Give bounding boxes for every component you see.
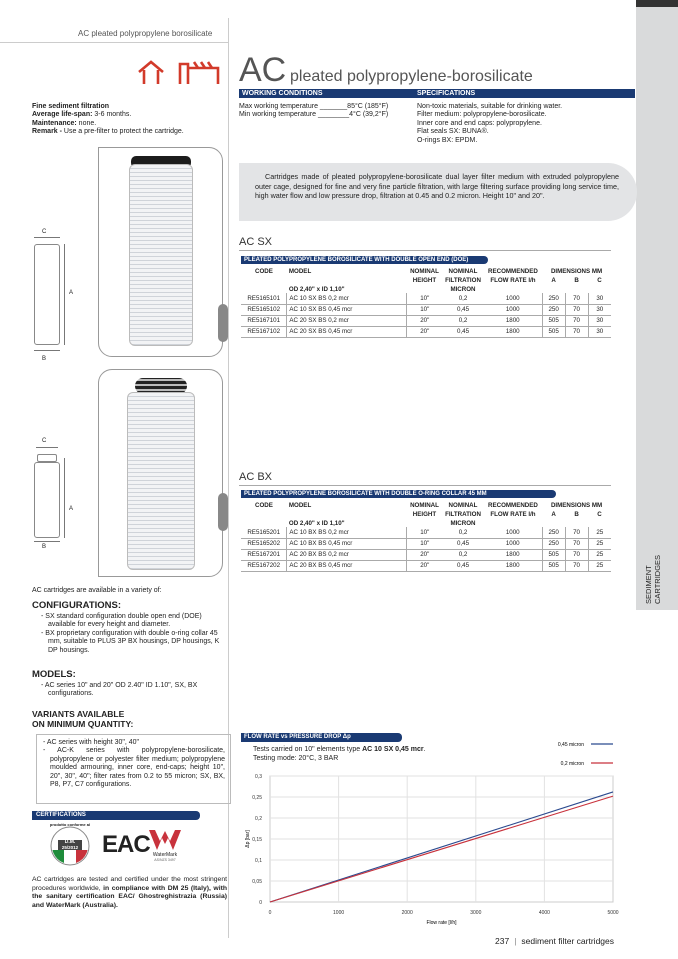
y-axis-label: Δp [bar] [245, 830, 251, 848]
dim-b-line [34, 350, 60, 351]
sx-banner: PLEATED POLYPROPYLENE BOROSILICATE WITH DOUBLE OPEN END (DOE) [241, 256, 488, 264]
y-tick-label: 0,3 [255, 774, 262, 780]
cartridge-sx-image [129, 164, 193, 346]
list-item: - SX standard configuration double open end (DOE) available for every height and diameter. [41, 613, 202, 629]
description-box [239, 163, 637, 221]
x-tick-label: 5000 [607, 910, 619, 916]
title-main: AC [239, 51, 287, 89]
bx-drawing-collar [37, 454, 57, 462]
spec-line: Inner core and end caps: polypropylene. [417, 119, 542, 127]
sx-title: AC SX [239, 236, 273, 248]
dim-c-line [34, 237, 60, 238]
industry-icon [180, 62, 218, 84]
list-item: - BX proprietary configuration with double o-ring collar 45 mm, suitable to PLUS 3P BX housings, DP housings, K DP housings. [41, 629, 220, 654]
min-temp: Min working temperature ________4°C (39,2°F) [239, 111, 389, 119]
sx-drawing [34, 244, 60, 345]
dim-a-label: A [69, 290, 74, 296]
table-row: RE5165201 AC 10 BX BS 0,2 mcr 10" 0,2 1000 250 70 25 [241, 527, 611, 538]
table-row: RE5167102 AC 20 SX BS 0,45 mcr 20" 0,45 1800 505 70 30 [241, 326, 611, 337]
chart-note1: Tests carried on 10" elements type AC 10 SX 0,45 mcr. [253, 746, 426, 753]
series-line [270, 796, 613, 902]
sx-table: CODE MODEL NOMINAL NOMINAL RECOMMENDED DIMENSIONS MM HEIGHT FILTRATION FLOW RATE l/h A B C OD 2,40" x ID 1,10" MICRON RE5165101 AC 10 SX BS 0,2 mcr 10" 0,2 1000 250 70 30 RE5165102 AC 10 SX BS 0,45 mcr 10" 0,45 1000 250 70 30 RE5167101 AC 20 SX BS 0,2 mcr 20" 0,2 1800 505 70 30 RE5167102 AC 20 SX BS 0,45 mcr 20" 0,45 1800 505 70 30 [241, 266, 611, 338]
dim-a-label-bx: A [69, 506, 74, 512]
list-item: - AC-K series with polypropylene-borosilicate, polypropylene or polyester filter medium; polypropylene moulded armouring, inner core, end-caps; height 10", 20", 30", 40"; filter rates from 0.2 to 55 micron; SX, BX, P8, P7, C7 configurations. [43, 747, 225, 789]
dm25-mid: D.M. [64, 839, 76, 845]
top-label: AC pleated polypropylene borosilicate [78, 29, 213, 38]
max-temp: Max working temperature _______85°C (185°F) [239, 103, 389, 110]
legend-label: 0,45 micron [557, 742, 584, 748]
footer-label: sediment filter cartridges [521, 936, 614, 946]
bx-rule [239, 485, 611, 486]
y-tick-label: 0,25 [252, 795, 262, 801]
specifications [417, 103, 632, 145]
title-sub: pleated polypropylene-borosilicate [290, 68, 533, 85]
sx-handle [218, 304, 228, 342]
intro-line-3: Remark - Use a pre-filter to protect the cartridge. [32, 128, 184, 136]
x-tick-label: 2000 [401, 910, 413, 916]
bx-handle [218, 493, 228, 531]
intro-line-1: Average life-span: 3-6 months. [32, 111, 132, 119]
dim-c-line-bx [36, 447, 58, 448]
intro-list [32, 103, 227, 137]
x-tick-label: 1000 [333, 910, 345, 916]
dim-b-line-bx [34, 541, 60, 542]
side-tab-cap [636, 0, 678, 7]
variants-heading: VARIANTS AVAILABLE ON MINIMUM QUANTITY: [32, 709, 134, 729]
watermark-small: AS/NZS 3497 [154, 858, 176, 862]
y-tick-label: 0,1 [255, 858, 262, 864]
variants-list [37, 735, 230, 789]
flow-chart [239, 736, 635, 926]
dm25-bottom: 25/2012 [61, 845, 79, 850]
legend-label: 0,2 micron [560, 761, 584, 767]
models-heading: MODELS: [32, 669, 76, 680]
table-row: RE5165202 AC 10 BX BS 0,45 mcr 10" 0,45 1000 250 70 25 [241, 538, 611, 549]
x-tick-label: 0 [268, 910, 272, 916]
y-tick-label: 0,15 [252, 837, 262, 843]
bx-drawing [34, 462, 60, 538]
specs-heading: SPECIFICATIONS [417, 90, 476, 97]
working-heading: WORKING CONDITIONS [242, 90, 323, 97]
house-icons [136, 58, 226, 86]
variety-text: AC cartridges are available in a variety of: [32, 587, 162, 594]
side-tab-line1: SEDIMENT [644, 565, 653, 604]
table-row: RE5165102 AC 10 SX BS 0,45 mcr 10" 0,45 1000 250 70 30 [241, 304, 611, 315]
dim-c-label: C [42, 229, 47, 235]
spec-line: Flat seals SX: BUNA®. [417, 128, 489, 136]
dim-a-line [64, 244, 65, 345]
watermark-logo [148, 828, 182, 852]
sx-rule [239, 250, 611, 251]
dm25-top: prodotto conforme al [49, 822, 91, 827]
footer: 237 | sediment filter cartridges [495, 936, 614, 946]
certifications-text: AC cartridges are tested and certified under the most stringent procedures worldwide, in compliance with DM 25 (Italy), with the sanitary certification EAC/ Ghostreghistrazia (Russia) and WaterMark (Australia). [32, 876, 227, 909]
dim-a-line-bx [64, 458, 65, 538]
top-rule [0, 42, 228, 43]
watermark-text: WaterMark [152, 852, 178, 858]
list-item: - AC series 10" and 20" OD 2.40" ID 1.10", SX, BX configurations. [41, 682, 198, 698]
cartridge-sx-frame [98, 147, 223, 357]
eac-mark: EAC [102, 831, 150, 858]
conditions-bar [239, 89, 635, 98]
spec-line: O-rings BX: EPDM. [417, 136, 478, 144]
configurations-heading: CONFIGURATIONS: [32, 600, 122, 611]
cartridge-bx-image [127, 392, 195, 570]
x-tick-label: 4000 [538, 910, 550, 916]
spec-line: Non-toxic materials, suitable for drinking water. [417, 103, 563, 110]
side-tab-top [636, 0, 678, 610]
bx-banner: PLEATED POLYPROPYLENE BOROSILICATE WITH DOUBLE O-RING COLLAR 45 MM [241, 490, 556, 498]
table-row: RE5167101 AC 20 SX BS 0,2 mcr 20" 0,2 1800 505 70 30 [241, 315, 611, 326]
table-row: RE5167202 AC 20 BX BS 0,45 mcr 20" 0,45 1800 505 70 25 [241, 560, 611, 571]
x-axis-label: Flow rate [l/h] [426, 920, 457, 926]
table-row: RE5165101 AC 10 SX BS 0,2 mcr 10" 0,2 1000 250 70 30 [241, 293, 611, 304]
description-text: Cartridges made of pleated polypropylene-borosilicate dual layer filter medium with extruded polypropylene outer cage, designed for fine and very fine particle filtration, with large filtering surface providing long service time, high water flow and low pressure drop, filtration at 0.45 and 0.2 micron. Height 10" and 20". [255, 172, 619, 201]
variants-box [36, 734, 231, 804]
x-tick-label: 3000 [470, 910, 482, 916]
list-item: - AC series with height 30", 40" [43, 739, 140, 746]
intro-line-2: Maintenance: none. [32, 119, 97, 127]
bx-title: AC BX [239, 471, 273, 483]
models-list [40, 682, 230, 699]
table-row: RE5167201 AC 20 BX BS 0,2 mcr 20" 0,2 1800 505 70 25 [241, 549, 611, 560]
y-tick-label: 0,2 [255, 816, 262, 822]
spec-line: Filter medium: polypropylene-borosilicate. [417, 111, 547, 119]
bx-table: CODE MODEL NOMINAL NOMINAL RECOMMENDED DIMENSIONS MM HEIGHT FILTRATION FLOW RATE l/h A B C OD 2,40" x ID 1,10" MICRON RE5165201 AC 10 BX BS 0,2 mcr 10" 0,2 1000 250 70 25 RE5165202 AC 10 BX BS 0,45 mcr 10" 0,45 1000 250 70 25 RE5167201 AC 20 BX BS 0,2 mcr 20" 0,2 1800 505 70 25 RE5167202 AC 20 BX BS 0,45 mcr 20" 0,45 1800 505 70 25 [241, 500, 611, 572]
dim-c-label-bx: C [42, 438, 47, 444]
side-tab-line2: CARTRIDGES [653, 554, 662, 604]
dim-b-label: B [42, 356, 47, 362]
intro-line-0: Fine sediment filtration [32, 103, 110, 110]
configurations-list [40, 613, 230, 655]
side-tab[interactable] [636, 556, 678, 610]
dim-b-label-bx: B [42, 544, 47, 550]
working-conditions [239, 103, 414, 120]
cartridge-bx-frame [98, 369, 223, 577]
chart-title: FLOW RATE vs PRESSURE DROP Δp [241, 733, 402, 742]
y-tick-label: 0 [259, 900, 262, 906]
y-tick-label: 0,05 [252, 879, 262, 885]
house-icon [139, 62, 163, 84]
series-line [270, 792, 613, 902]
page-number: 237 [495, 936, 510, 946]
chart-note2: Testing mode: 20°C, 3 BAR [253, 755, 339, 762]
certifications-heading: CERTIFICATIONS [32, 811, 200, 820]
